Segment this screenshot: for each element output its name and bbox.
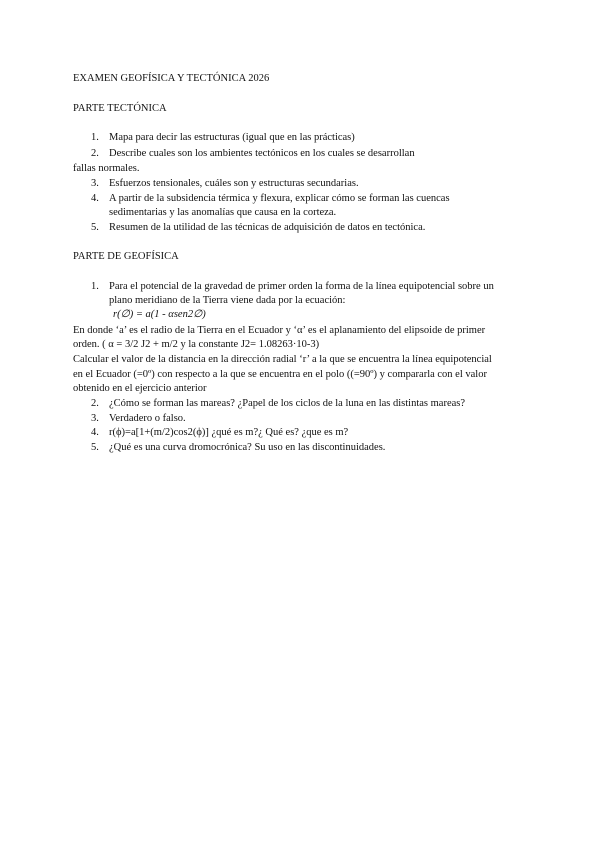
geofisica-heading: PARTE DE GEOFÍSICA bbox=[73, 251, 179, 262]
tectonica-item-1-text: Mapa para decir las estructuras (igual que en las prácticas) bbox=[109, 132, 355, 143]
geofisica-item-5-text: ¿Qué es una curva dromocrónica? Su uso en las discontinuidades. bbox=[109, 442, 386, 453]
tectonica-item-2-text: Describe cuales son los ambientes tectónicos en los cuales se desarrollan bbox=[109, 148, 415, 159]
tectonica-item-4-text-line1: A partir de la subsidencia térmica y flexura, explicar cómo se forman las cuencas bbox=[109, 193, 450, 204]
tectonica-item-5-text: Resumen de la utilidad de las técnicas de adquisición de datos en tectónica. bbox=[109, 222, 426, 233]
geofisica-formula: r(∅) = a(1 - αsen2∅) bbox=[113, 309, 206, 320]
geofisica-item-1-number: 1. bbox=[91, 281, 99, 292]
tectonica-item-3-text: Esfuerzos tensionales, cuáles son y estructuras secundarias. bbox=[109, 178, 359, 189]
geofisica-item-3-text: Verdadero o falso. bbox=[109, 413, 186, 424]
exam-title: EXAMEN GEOFÍSICA Y TECTÓNICA 2026 bbox=[73, 73, 270, 84]
geofisica-item-1-para1-line2: orden. ( α = 3/2 J2 + m/2 y la constante J2= 1.08263·10-3) bbox=[73, 339, 320, 350]
geofisica-item-1-para2-line1: Calcular el valor de la distancia en la dirección radial ‘r’ a la que se encuentra la línea equipotencial bbox=[73, 354, 492, 365]
geofisica-item-3-number: 3. bbox=[91, 413, 99, 424]
tectonica-item-1-number: 1. bbox=[91, 132, 99, 143]
tectonica-heading: PARTE TECTÓNICA bbox=[73, 103, 167, 114]
tectonica-item-2-continuation: fallas normales. bbox=[73, 163, 140, 174]
tectonica-item-4-number: 4. bbox=[91, 193, 99, 204]
tectonica-item-2-number: 2. bbox=[91, 148, 99, 159]
tectonica-item-4-text-line2: sedimentarias y las anomalías que causa en la corteza. bbox=[109, 207, 337, 218]
tectonica-item-3-number: 3. bbox=[91, 178, 99, 189]
geofisica-item-1-line1: Para el potencial de la gravedad de primer orden la forma de la línea equipotencial sobre un bbox=[109, 281, 494, 292]
geofisica-item-2-number: 2. bbox=[91, 398, 99, 409]
geofisica-item-4-text: r(ϕ)=a[1+(m/2)cos2(ϕ)] ¿qué es m?¿ Qué es? ¿que es m? bbox=[109, 427, 349, 438]
geofisica-item-4-number: 4. bbox=[91, 427, 99, 438]
geofisica-item-1-para1-line1: En donde ‘a’ es el radio de la Tierra en el Ecuador y ‘α’ es el aplanamiento del elipsoide de primer bbox=[73, 325, 486, 336]
tectonica-item-5-number: 5. bbox=[91, 222, 99, 233]
geofisica-item-2-text: ¿Cómo se forman las mareas? ¿Papel de los ciclos de la luna en las distintas mareas? bbox=[109, 398, 466, 409]
geofisica-item-5-number: 5. bbox=[91, 442, 99, 453]
geofisica-item-1-para2-line2: en el Ecuador (=0º) con respecto a la que se encuentra en el polo ((=90º) y compararla con el valor bbox=[73, 369, 487, 380]
geofisica-item-1-para2-line3: obtenido en el ejercicio anterior bbox=[73, 383, 207, 394]
geofisica-item-1-line2: plano meridiano de la Tierra viene dada por la ecuación: bbox=[109, 295, 346, 306]
